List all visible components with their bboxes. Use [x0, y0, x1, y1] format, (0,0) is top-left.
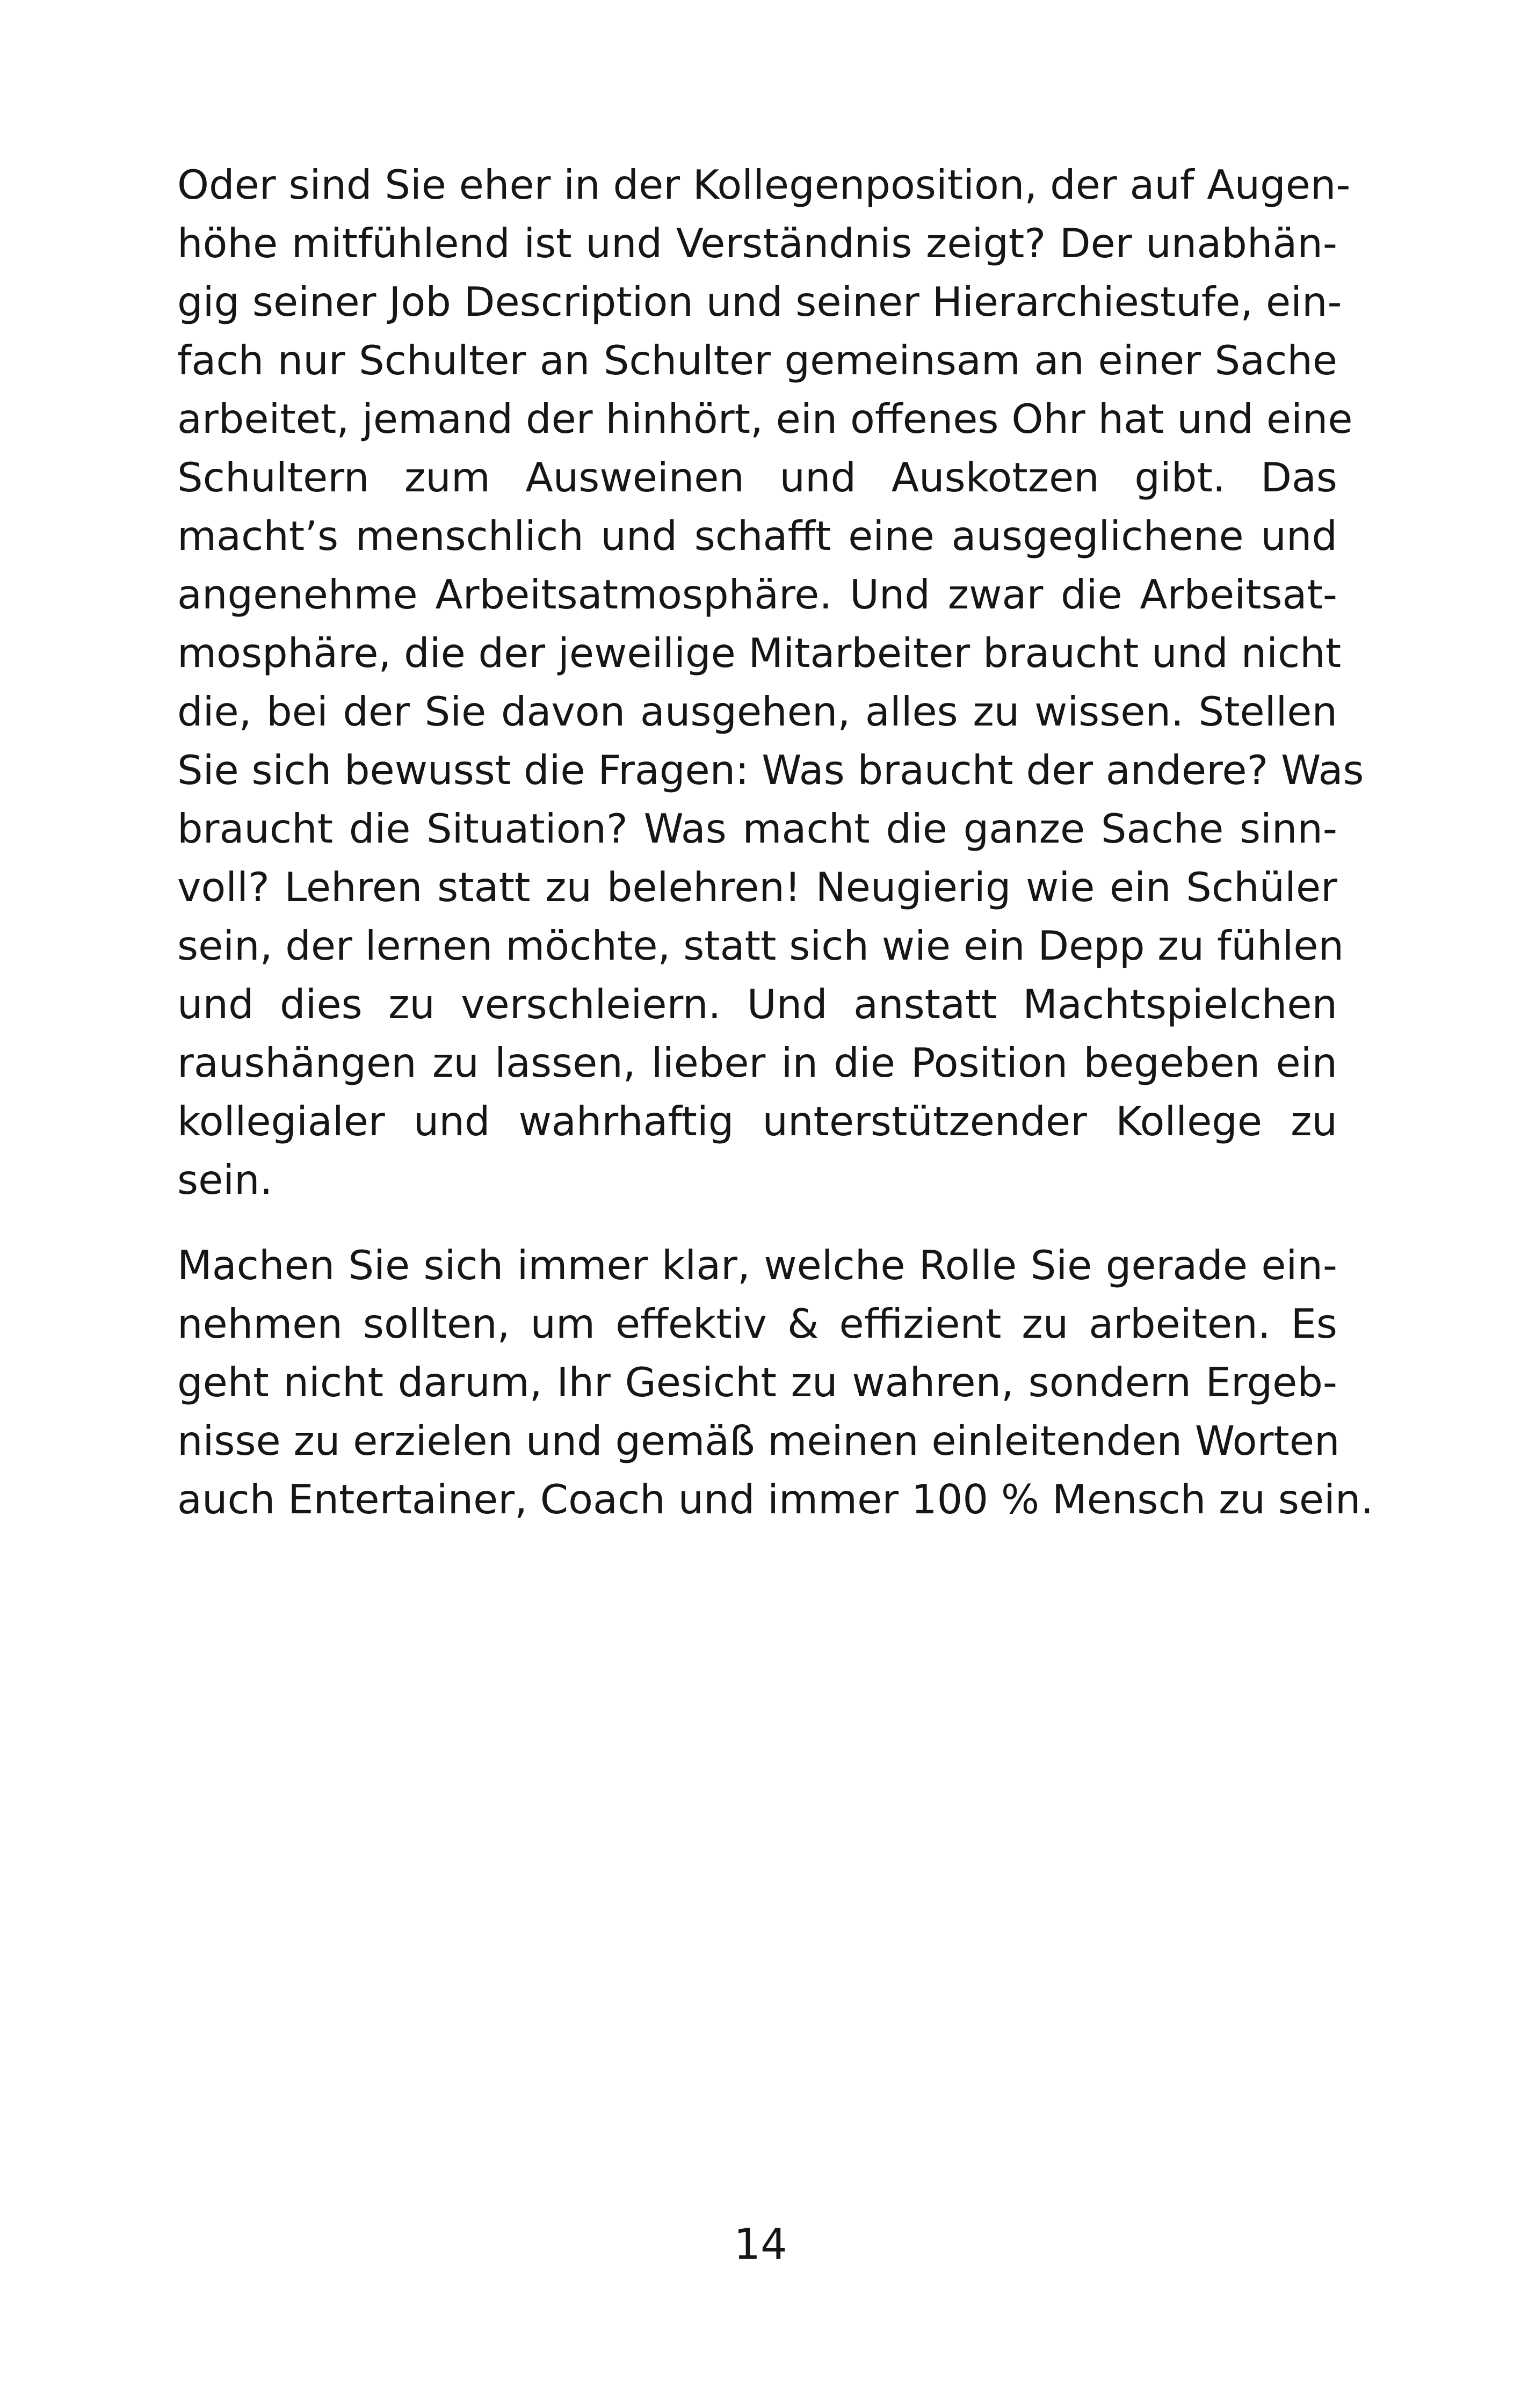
text-line: höhe mitfühlend ist und Verständnis zeigt? Der unabhän- [177, 220, 1337, 267]
paragraph-1 [177, 156, 1364, 1209]
text-line: gig seiner Job Description und seiner Hierarchiestufe, ein- [177, 278, 1342, 325]
body-text [177, 156, 1374, 1529]
text-line: braucht die Situation? Was macht die ganze Sache sinn- [177, 805, 1337, 852]
paragraph-gap [177, 1209, 1337, 1236]
text-line: sein. [177, 1156, 273, 1203]
text-line: fach nur Schulter an Schulter gemeinsam an einer Sache [177, 337, 1337, 384]
text-line: angenehme Arbeitsatmosphäre. Und zwar die Arbeitsat- [177, 571, 1337, 618]
paragraph-2 [177, 1236, 1374, 1529]
text-line: Oder sind Sie eher in der Kollegenposition, der auf Augen- [177, 161, 1351, 208]
text-line: Machen Sie sich immer klar, welche Rolle Sie gerade ein- [177, 1242, 1337, 1289]
text-line: nisse zu erzielen und gemäß meinen einleitenden Worten [177, 1417, 1340, 1464]
text-line: voll? Lehren statt zu belehren! Neugierig wie ein Schüler [177, 864, 1337, 911]
text-line: kollegialer und wahrhaftig unterstützender Kollege zu [177, 1098, 1337, 1145]
text-line: mosphäre, die der jeweilige Mitarbeiter braucht und nicht [177, 629, 1342, 677]
text-line: auch Entertainer, Coach und immer 100 % Mensch zu sein. [177, 1476, 1374, 1523]
text-line: macht’s menschlich und schafft eine ausgeglichene und [177, 512, 1337, 560]
text-line: nehmen sollten, um effektiv & effizient zu arbeiten. Es [177, 1300, 1337, 1347]
text-line: arbeitet, jemand der hinhört, ein offenes Ohr hat und eine [177, 395, 1353, 443]
text-line: Sie sich bewusst die Fragen: Was braucht der andere? Was [177, 746, 1364, 794]
text-line: sein, der lernen möchte, statt sich wie ein Depp zu fühlen [177, 922, 1344, 969]
text-line: und dies zu verschleiern. Und anstatt Machtspielchen [177, 981, 1337, 1028]
text-line: geht nicht darum, Ihr Gesicht zu wahren, sondern Ergeb- [177, 1359, 1337, 1406]
text-line: die, bei der Sie davon ausgehen, alles zu wissen. Stellen [177, 688, 1337, 735]
page-number: 14 [734, 2221, 787, 2269]
text-line: Schultern zum Ausweinen und Auskotzen gibt. Das [177, 454, 1337, 501]
text-line: raushängen zu lassen, lieber in die Position begeben ein [177, 1039, 1337, 1086]
